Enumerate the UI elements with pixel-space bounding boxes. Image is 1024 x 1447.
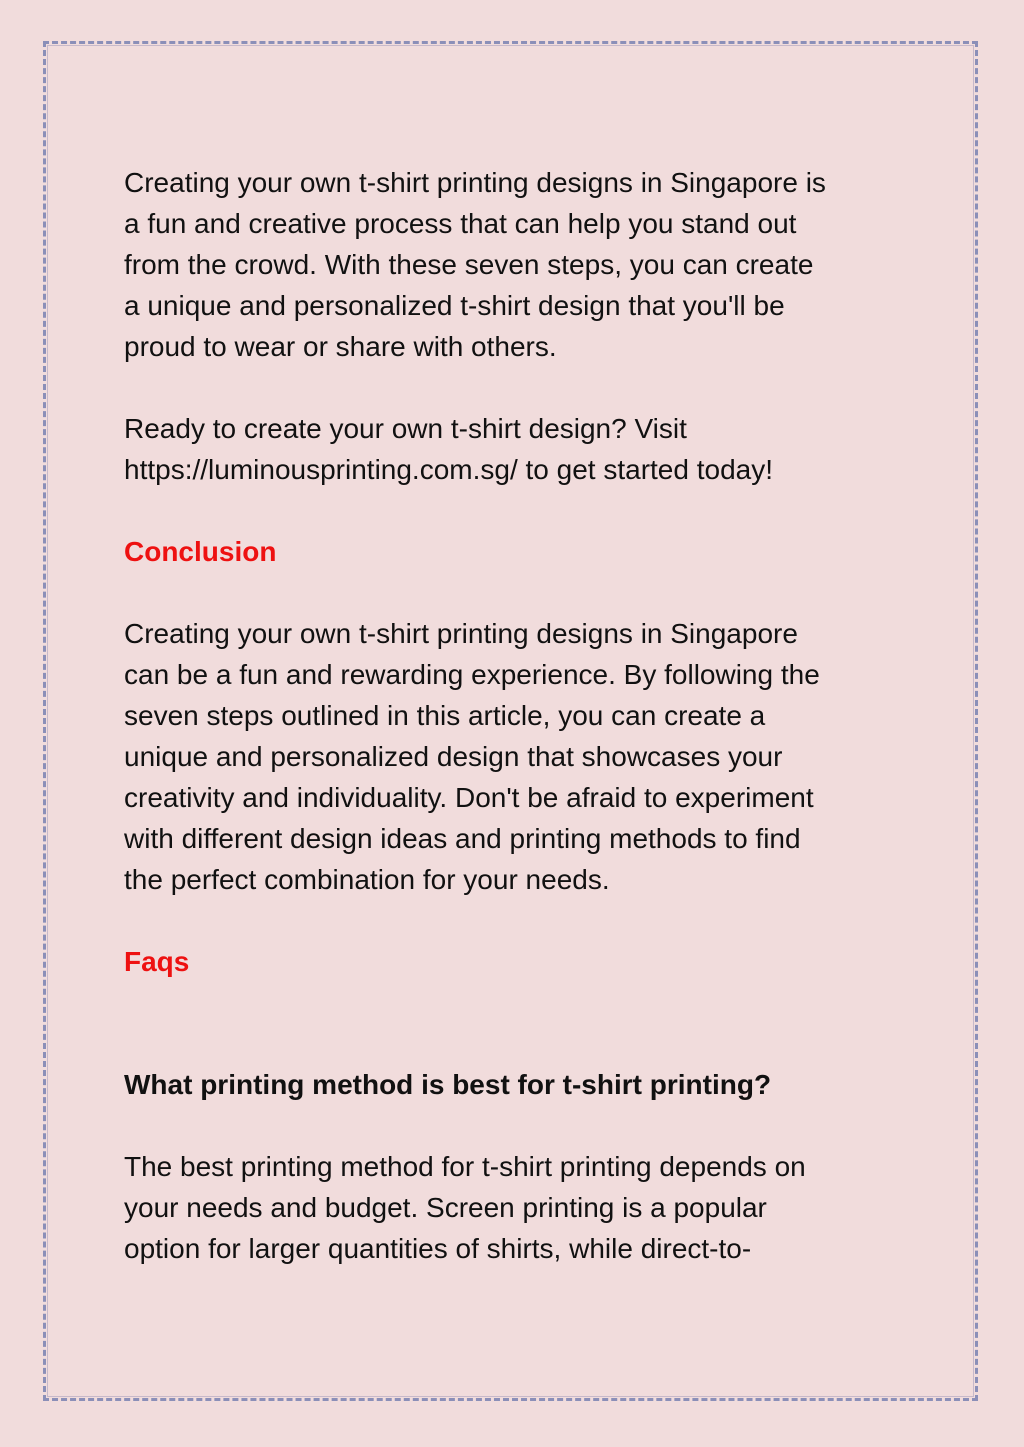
faq-question: What printing method is best for t-shirt printing? <box>124 1069 772 1100</box>
faqs-heading: Faqs <box>124 946 190 977</box>
faq-answer: The best printing method for t-shirt printing depends on your needs and budget. Screen printing is a popular option for larger quantities of shirts, while direct-to- <box>124 1151 806 1264</box>
document-content <box>124 162 914 1269</box>
cta-paragraph: Ready to create your own t-shirt design? Visit https://luminousprinting.com.sg/ to get started today! <box>124 413 774 485</box>
conclusion-heading: Conclusion <box>124 536 277 567</box>
conclusion-paragraph: Creating your own t-shirt printing designs in Singapore can be a fun and rewarding experience. By following the seven steps outlined in this article, you can create a unique and personalized design that showcases your creativity and individuality. Don't be afraid to experiment with different design ideas and printing methods to find the perfect combination for your needs. <box>124 618 820 895</box>
intro-paragraph: Creating your own t-shirt printing designs in Singapore is a fun and creative process that can help you stand out from the crowd. With these seven steps, you can create a unique and personalized t-shirt design that you'll be proud to wear or share with others. <box>124 167 826 362</box>
